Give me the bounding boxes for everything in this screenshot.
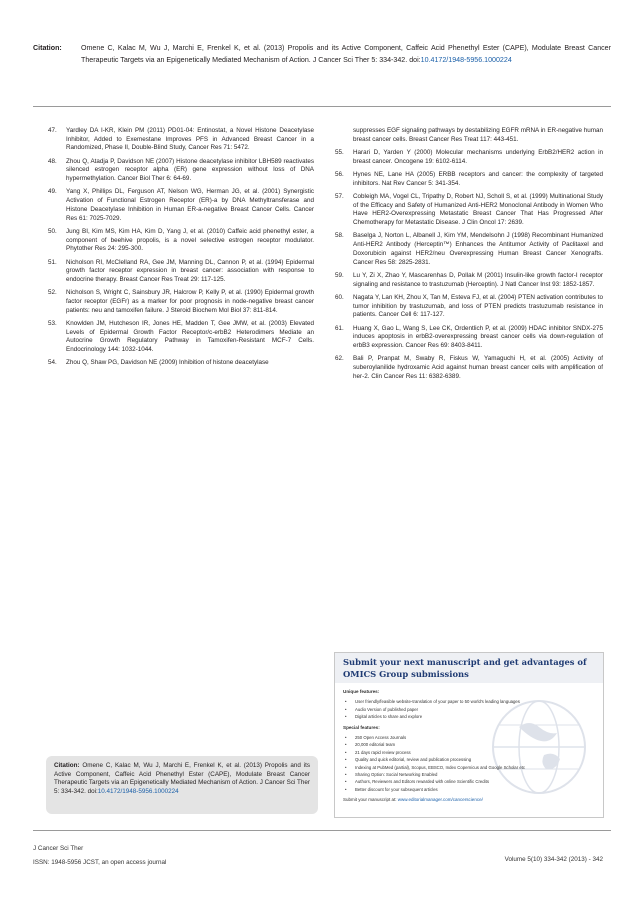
header-divider — [33, 106, 611, 107]
reference-item — [335, 232, 603, 267]
reference-text: Huang X, Gao L, Wang S, Lee CK, Ordentlich P, et al. (2009) HDAC inhibitor SNDX-275 induces apoptosis in erbB2-overexpressing breast cancer cells via down-regulation of erbB3 expression. Cancer Res 69: 8403-8411. — [353, 324, 603, 349]
feature-item: • Audio Version of published paper — [355, 706, 595, 713]
reference-item — [48, 259, 314, 285]
special-features-list — [343, 734, 595, 793]
reference-item — [48, 228, 314, 254]
reference-number: 52. — [48, 289, 57, 297]
unique-features-list — [343, 698, 595, 720]
reference-text: Yardley DA I-KR, Klein PM (2011) PD01-04: Entinostat, a Novel Histone Deacetylase Inhibitor, Added to Exemestane Improves PFS in Advanced Breast Cancer in a Randomized, Phase II, Double-Blind Study, Cancer Res 71: 5472. — [66, 127, 314, 152]
editorial-manager-link[interactable]: www.editorialmanager.com/cancerscience/ — [397, 797, 483, 803]
reference-item — [335, 272, 603, 289]
reference-item — [48, 158, 314, 184]
reference-number: 59. — [335, 271, 344, 279]
feature-item: • 250 Open Access Journals — [355, 734, 595, 741]
reference-item — [335, 171, 603, 188]
reference-text: Nicholson RI, McClelland RA, Gee JM, Manning DL, Cannon P, et al. (1994) Epidermal growth factor receptor expression in breast cancer: association with response to endocrine therapy. Breast Cancer Res Treat 29: 117-125. — [66, 258, 314, 283]
reference-number: 51. — [48, 258, 57, 266]
footer-journal: J Cancer Sci Ther — [33, 845, 84, 852]
reference-number: 47. — [48, 127, 57, 134]
feature-item: • Better discount for your subsequent articles — [355, 786, 595, 793]
reference-text: Cobleigh MA, Vogel CL, Tripathy D, Robert NJ, Scholl S, et al. (1999) Multinational Study of the Efficacy and Safety of Humanized Anti-HER2 Monoclonal Antibody in Women Who Have HER2-Overexpressing Metastatic Breast Cancer That Has Progressed After Chemotherapy for Metastatic Disease. J Clin Oncol 17: 2639. — [353, 193, 603, 227]
header-citation-label: Citation: — [33, 44, 62, 52]
reference-text: Yang X, Phillips DL, Ferguson AT, Nelson WG, Herman JG, et al. (2001) Synergistic Activation of Functional Estrogen Receptor (ER)-a by DNA Methyltransferase and Histone Deacetylase Inhibition in Human ER-a-negative Breast Cancer Cells. Cancer Res 61: 7025-7029. — [66, 188, 314, 222]
reference-text: Harari D, Yarden Y (2000) Molecular mechanisms underlying ErbB2/HER2 action in breast cancer. Oncogene 19: 6102-6114. — [353, 149, 603, 165]
feature-item: • 20,000 editorial team — [355, 741, 595, 748]
feature-item: • Sharing Option: Social Networking Enabled — [355, 771, 595, 778]
reference-item — [48, 359, 314, 368]
reference-item — [335, 149, 603, 166]
reference-number: 58. — [335, 232, 344, 240]
reference-item — [335, 193, 603, 228]
feature-item: • Quality and quick editorial, review and publication processing — [355, 756, 595, 763]
submit-footer: Submit your manuscript at: www.editorialmanager.com/cancerscience/ — [343, 797, 483, 803]
reference-text: Lu Y, Zi X, Zhao Y, Mascarenhas D, Pollak M (2001) Insulin-like growth factor-I receptor signaling and resistance to trastuzumab (Herceptin). J Natl Cancer Inst 93: 1852-1857. — [353, 271, 603, 288]
header-citation — [33, 43, 611, 66]
feature-item: • 21 days rapid review process — [355, 749, 595, 756]
reference-text: Knowlden JM, Hutcheson IR, Jones HE, Madden T, Gee JMW, et al. (2003) Elevated Levels of Epidermal Growth Factor Receptor/c-erbB2 Heterodimers Mediate an Autocrine Growth Regulatory Pathway in Tamoxifen-Resistant MCF-7 Cells. Endocrinology 144: 1032-1044. — [66, 319, 314, 354]
reference-item — [335, 355, 603, 381]
feature-item: • User friendly/feasible website-translation of your paper to 50 world's leading languages — [355, 698, 595, 705]
reference-number: 55. — [335, 149, 344, 156]
footer-issn: ISSN: 1948-5956 JCST, an open access journal — [33, 859, 167, 866]
citation-box — [46, 756, 318, 814]
reference-number: 62. — [335, 355, 344, 363]
citation-box-label: Citation: — [54, 762, 80, 769]
reference-item — [48, 188, 314, 223]
header-citation-text: Omene C, Kalac M, Wu J, Marchi E, Frenkel K, et al. (2013) Propolis and its Active Component, Caffeic Acid Phenethyl Ester (CAPE), Modulate Breast Cancer Therapeutic Targets via an Epigenetically Mediated Mechanism of Action. J Cancer Sci Ther 5: 334-342. doi:10.4172/1948-5956.1000224 — [81, 44, 611, 64]
reference-number: 57. — [335, 193, 344, 200]
citation-box-doi-link[interactable]: 10.4172/1948-5956.1000224 — [97, 787, 179, 795]
submit-manuscript-box — [334, 652, 604, 818]
reference-item — [335, 294, 603, 320]
unique-features-heading: Unique features: — [343, 689, 380, 694]
footer-divider — [33, 830, 611, 831]
reference-number: 56. — [335, 171, 344, 178]
reference-number: 61. — [335, 324, 344, 332]
reference-number: 48. — [48, 157, 57, 165]
citation-box-text: Omene C, Kalac M, Wu J, Marchi E, Frenkel K, et al. (2013) Propolis and its Active Component, Caffeic Acid Phenethyl Ester (CAPE), Modulate Breast Cancer Therapeutic Targets via an Epigenetically Mediated Mechanism of Action. J Cancer Sci Ther 5: 334-342. doi: — [54, 762, 310, 795]
feature-item: • Indexing at PubMed (partial), Scopus, EBSCO, Index Copernicus and Google Scholar etc — [355, 764, 595, 771]
reference-item — [48, 127, 314, 153]
feature-item: • Digital articles to share and explore — [355, 713, 595, 720]
reference-text: Baselga J, Norton L, Albanell J, Kim YM, Mendelsohn J (1998) Recombinant Humanized Anti-HER2 Antibody (Herceptin™) Enhances the Antitumor Activity of Paclitaxel and Doxorubicin against HER2/neu Overexpressing Human Breast Cancer Xenografts. Cancer Res 58: 2825-2831. — [353, 232, 603, 266]
reference-text: Hynes NE, Lane HA (2005) ERBB receptors and cancer: the complexity of targeted inhibitors. Nat Rev Cancer 5: 341-354. — [353, 171, 603, 187]
reference-text: Zhou Q, Shaw PG, Davidson NE (2009) Inhibition of histone deacetylase — [66, 359, 269, 367]
reference-item — [48, 320, 314, 355]
special-features-heading: Special features: — [343, 724, 380, 730]
references-left-column — [48, 127, 314, 373]
submit-box-title: Submit your next manuscript and get advantages of OMICS Group submissions — [335, 653, 603, 683]
reference-number: 54. — [48, 359, 57, 367]
reference-54-continuation: suppresses EGF signaling pathways by destabilizing EGFR mRNA in ER-negative human breast cancer cells. Breast Cancer Res Treat 117: 443-451. — [353, 127, 603, 143]
reference-number: 50. — [48, 227, 57, 235]
reference-number: 60. — [335, 293, 344, 301]
reference-text: Zhou Q, Atadja P, Davidson NE (2007) Histone deacetylase inhibitor LBH589 reactivates silenced estrogen receptor alpha (ER) gene expression without loss of DNA hypermethylation. Cancer Biol Ther 6: 64-69. — [66, 157, 314, 183]
reference-text: Nagata Y, Lan KH, Zhou X, Tan M, Esteva FJ, et al. (2004) PTEN activation contributes to tumor inhibition by trastuzumab, and loss of PTEN predicts trastuzumab resistance in patients. Cancer Cell 6: 117-127. — [353, 293, 603, 319]
feature-item: • Authors, Reviewers and Editors rewarded with online Scientific Credits — [355, 778, 595, 785]
reference-number: 49. — [48, 188, 57, 196]
footer-left — [33, 842, 166, 870]
reference-text: Bali P, Pranpat M, Swaby R, Fiskus W, Yamaguchi H, et al. (2005) Activity of suberoylanilide hydroxamic Acid against human breast cancer cells with amplification of her-2. Clin Cancer Res 11: 6382-6389. — [353, 355, 603, 380]
reference-text: Nicholson S, Wright C, Sainsbury JR, Halcrow P, Kelly P, et al. (1990) Epidermal growth factor receptor (EGFr) as a marker for poor prognosis in node-negative breast cancer patients: neu and tamoxifen failure. J Steroid Biochem Mol Biol 37: 811-814. — [66, 289, 314, 314]
reference-text: Jung BI, Kim MS, Kim HA, Kim D, Yang J, et al. (2010) Caffeic acid phenethyl ester, a component of beehive propolis, is a novel selective estrogen receptor modulator. Phytother Res 24: 295-300. — [66, 227, 314, 253]
references-right-column — [335, 127, 603, 386]
reference-item — [335, 325, 603, 351]
reference-item — [48, 289, 314, 315]
reference-number: 53. — [48, 319, 57, 327]
header-doi-link[interactable]: 10.4172/1948-5956.1000224 — [420, 55, 512, 64]
footer-volume: Volume 5(10) 334-342 (2013) - 342 — [504, 856, 603, 863]
